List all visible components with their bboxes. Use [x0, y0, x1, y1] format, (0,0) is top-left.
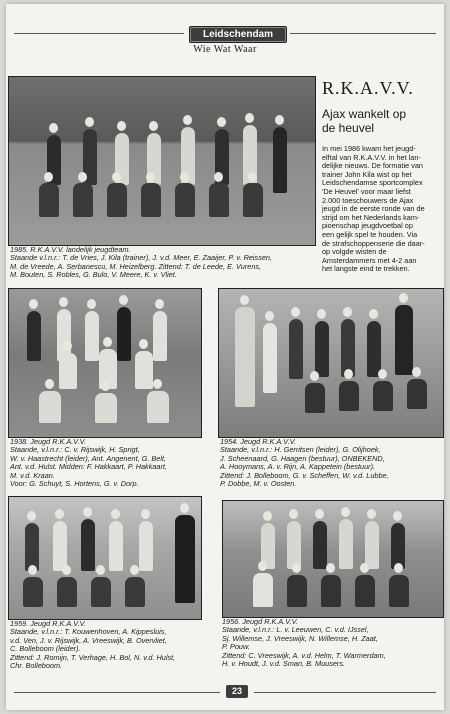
caption-line: H. v. Houdt, J. v.d. Sman, B. Muusers.	[222, 659, 346, 669]
caption-line: 1985. R.K.A.V.V. landelijk jeugdteam.	[10, 245, 131, 254]
photo-1956-figures	[223, 501, 443, 617]
caption-1956	[222, 618, 386, 668]
article-line: In mei 1986 kwam het jeugd-	[322, 144, 416, 153]
caption-line: Zittend: J. Romijn, T. Verhage, H. Bol, N. v.d. Hulst,	[10, 652, 176, 662]
caption-line: Voor: G. Schuyt, S. Hortens, G. v. Dorp.	[10, 479, 139, 489]
caption-1959	[10, 620, 175, 670]
photo-1959-figures	[9, 497, 201, 619]
section-label: Leidschendam	[189, 26, 287, 43]
page-subtitle: Wie Wat Waar	[193, 44, 257, 55]
caption-line: M. v.d. Kraan.	[10, 470, 55, 480]
photo-1985-figures	[9, 77, 315, 245]
article-line: jeugd in de eerste ronde van de	[322, 204, 425, 214]
caption-line: J. Scheenaard, G. Haagen (bestuur), ONBEKEND,	[220, 453, 385, 463]
headline-line: de heuvel	[322, 121, 375, 135]
photo-1938-figures	[9, 289, 201, 437]
article-line: delijke nieuws. De formatie van	[322, 161, 423, 171]
caption-line: Staande, v.l.n.r.: T. Kouwenhoven, A. Kippesluis,	[10, 627, 167, 637]
caption-line: Staande, v.l.n.r.: L. v. Leeuwen, C. v.d. IJssel,	[222, 625, 369, 635]
club-title: R.K.A.V.V.	[322, 78, 414, 98]
article-line: strijd om het Nederlands kam-	[322, 212, 420, 222]
photo-1985-team	[8, 76, 316, 246]
caption-line: Staande v.l.n.r.: T. de Vries, J. Kila (trainer), J. v.d. Meer, E. Zaaijer, P. v. Reissen,	[10, 253, 272, 263]
headline-line: Ajax wankelt op	[322, 107, 407, 121]
caption-line: M. de Vreede, A. Serbanescu, M. Heizelberg. Zittend: T. de Leede, E. Vurens,	[10, 261, 262, 271]
magazine-page	[6, 4, 444, 710]
article-headline	[322, 107, 442, 135]
article-line: Amsterdammers met 4-2 aan	[322, 255, 417, 265]
caption-line: Chr. Bolleboom.	[10, 661, 63, 671]
caption-line: P. Pouw.	[222, 642, 250, 652]
caption-line: 1954. Jeugd R.K.A.V.V.	[220, 437, 296, 446]
page-number: 23	[226, 685, 248, 698]
footer-rule-left	[14, 692, 220, 693]
footer-rule-right	[254, 692, 436, 693]
header-rule-right	[290, 33, 436, 34]
article-line: de strafschoppenserie die daar-	[322, 238, 425, 248]
article-line: 'De Heuvel' voor maar liefst	[322, 186, 411, 196]
caption-line: Sj. Willemse, J. Vreeswijk, N. Willemse, H. Zaat,	[222, 633, 378, 643]
article-line: Leidschendamse sportcomplex	[322, 178, 423, 188]
caption-line: 1959. Jeugd R.K.A.V.V.	[10, 619, 86, 628]
article-line: 2.000 toeschouwers de Ajax	[322, 195, 414, 205]
caption-line: Ant. v.d. Hulst. Midden: F. Hakkaart, P. Hakkaart,	[10, 462, 167, 472]
photo-1956-team	[222, 500, 444, 618]
caption-line: A. Hooymans, A. v. Rijn, A. Kappetein (bestuur).	[220, 462, 376, 472]
caption-line: Zittend: C. Vreeswijk, A. v.d. Helm, T. Warmerdam,	[222, 650, 386, 660]
article-line: een gelijk spel te houden. Via	[322, 229, 418, 239]
article-line: pioenschap jeugdvoetbal op	[322, 221, 413, 231]
article-line: elftal van R.K.A.V.V. in het lan-	[322, 152, 421, 162]
caption-line: P. Dobbe, M. v. Oosten.	[220, 479, 297, 489]
article-sidebar	[322, 78, 442, 274]
caption-line: v.d. Ven, J. v. Rijswijk, A. Vreeswijk, B. Overvliet,	[10, 635, 167, 645]
photo-1938-team	[8, 288, 202, 438]
caption-line: M. Bouten, S. Robles, G. Bulo, V. Meere, K. v. Vliet.	[10, 270, 177, 280]
photo-1959-team	[8, 496, 202, 620]
article-body	[322, 145, 442, 274]
caption-line: 1938. Jeugd R.K.A.V.V.	[10, 437, 86, 446]
photo-1954-team	[218, 288, 444, 438]
article-line: op volgde wisten de	[322, 247, 387, 257]
caption-line: W. v. Haastrecht (leider), Ant. Angenent, G. Belt,	[10, 453, 166, 463]
photo-1954-figures	[219, 289, 443, 437]
caption-line: Staande, v.l.n.r.: C. v. Rijswijk, H. Sprigt,	[10, 445, 140, 455]
caption-line: 1956. Jeugd R.K.A.V.V.	[222, 617, 298, 626]
header-rule-left	[14, 33, 184, 34]
caption-line: C. Bolleboom (leider).	[10, 644, 81, 654]
article-line: trainer John Kila wist op het	[322, 169, 412, 179]
caption-1954	[220, 438, 389, 488]
caption-line: Zittend: J. Bolleboom, G. v. Scheffen, W. v.d. Lubbe,	[220, 470, 389, 480]
caption-1985	[10, 246, 272, 280]
caption-line: Staande, v.l.n.r.: H. Gerritsen (leider), G. Olijhoek,	[220, 445, 381, 455]
caption-1938	[10, 438, 167, 488]
article-line: het langste eind te trekken.	[322, 264, 410, 274]
